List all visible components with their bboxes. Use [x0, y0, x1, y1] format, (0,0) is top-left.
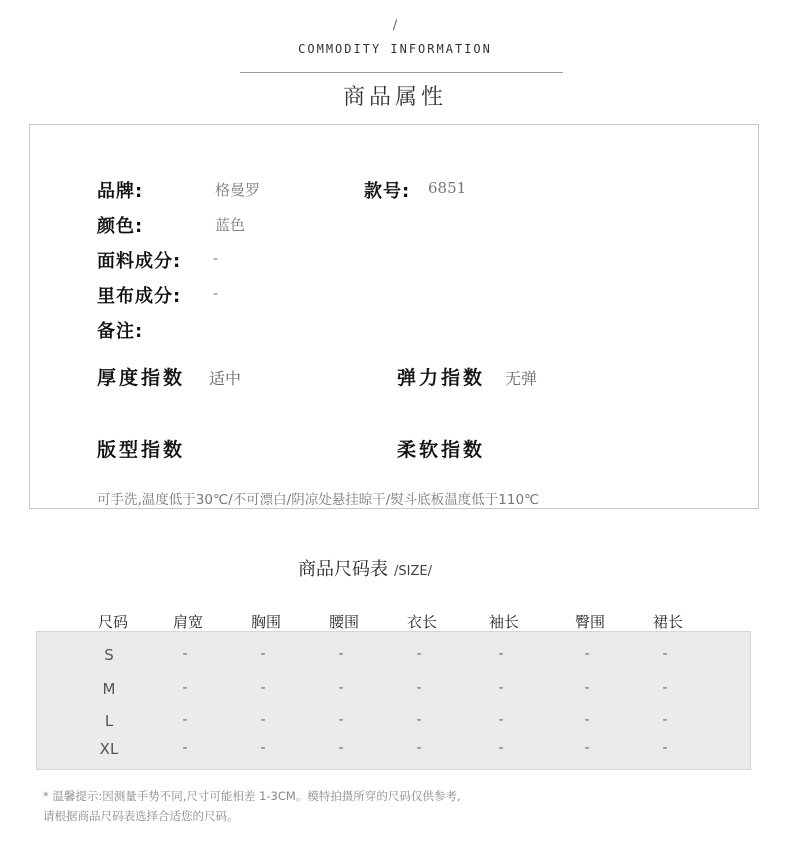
- table-cell: -: [260, 680, 266, 696]
- style-number-value: 6851: [428, 179, 467, 197]
- table-cell: -: [416, 740, 422, 756]
- elasticity-index-value: 无弹: [505, 369, 538, 388]
- table-row-size: M: [102, 680, 116, 698]
- table-row-size: S: [104, 646, 114, 664]
- size-table-title: [298, 555, 432, 581]
- brand-label: 品牌:: [97, 181, 144, 202]
- lining-label: 里布成分:: [97, 286, 182, 307]
- softness-index-label: 柔软指数: [397, 439, 486, 461]
- size-note-line-2: 请根据商品尺码表选择合适您的尺码。: [43, 809, 239, 823]
- table-cell: -: [662, 712, 668, 728]
- table-header-waist: 腰围: [328, 613, 359, 631]
- table-cell: -: [338, 740, 344, 756]
- table-header-shoulder: 肩宽: [172, 613, 203, 631]
- fabric-value: -: [213, 249, 219, 267]
- table-cell: -: [338, 646, 344, 662]
- table-cell: -: [182, 680, 188, 696]
- style-number-label: 款号:: [364, 181, 411, 202]
- table-cell: -: [662, 646, 668, 662]
- table-cell: -: [584, 740, 590, 756]
- size-note-line-1: * 温馨提示:因测量手势不同,尺寸可能相差 1-3CM。模特拍摄所穿的尺码仅供参考,: [43, 789, 461, 803]
- table-header-size: 尺码: [97, 613, 128, 631]
- care-instructions: 可手洗,温度低于30℃/不可漂白/阴凉处悬挂晾干/熨斗底板温度低于110℃: [97, 492, 540, 508]
- table-cell: -: [662, 740, 668, 756]
- table-cell: -: [338, 680, 344, 696]
- table-row-size: L: [104, 712, 114, 730]
- table-header-sleeve: 袖长: [488, 613, 519, 631]
- table-cell: -: [182, 740, 188, 756]
- lining-value: -: [213, 284, 219, 302]
- english-section-title: COMMODITY INFORMATION: [298, 42, 492, 56]
- table-cell: -: [416, 680, 422, 696]
- table-cell: -: [182, 646, 188, 662]
- table-cell: -: [498, 646, 504, 662]
- table-cell: -: [182, 712, 188, 728]
- section-title: 商品属性: [342, 85, 447, 110]
- color-label: 颜色:: [97, 216, 144, 237]
- header-slash: /: [392, 18, 398, 33]
- size-table-subtitle: /SIZE/: [394, 564, 432, 579]
- table-header-hip: 臀围: [574, 613, 605, 631]
- table-cell: -: [498, 680, 504, 696]
- table-cell: -: [416, 646, 422, 662]
- table-cell: -: [498, 740, 504, 756]
- table-cell: -: [416, 712, 422, 728]
- elasticity-index-label: 弹力指数: [397, 367, 486, 389]
- table-cell: -: [584, 680, 590, 696]
- fit-index-label: 版型指数: [97, 439, 186, 461]
- table-header-skirt-length: 裙长: [652, 613, 683, 631]
- table-cell: -: [260, 712, 266, 728]
- table-header-length: 衣长: [406, 613, 437, 631]
- size-table-title-text: 商品尺码表: [298, 559, 388, 580]
- title-divider: [240, 72, 563, 73]
- table-cell: -: [584, 712, 590, 728]
- thickness-index-label: 厚度指数: [97, 367, 186, 389]
- table-cell: -: [260, 740, 266, 756]
- table-cell: -: [260, 646, 266, 662]
- table-cell: -: [338, 712, 344, 728]
- table-cell: -: [662, 680, 668, 696]
- thickness-index-value: 适中: [209, 369, 242, 388]
- table-row-size: XL: [99, 740, 119, 758]
- remark-label: 备注:: [97, 321, 144, 342]
- color-value: 蓝色: [215, 216, 246, 234]
- fabric-label: 面料成分:: [97, 251, 182, 272]
- table-header-bust: 胸围: [250, 613, 281, 631]
- table-cell: -: [498, 712, 504, 728]
- brand-value: 格曼罗: [215, 181, 261, 199]
- table-cell: -: [584, 646, 590, 662]
